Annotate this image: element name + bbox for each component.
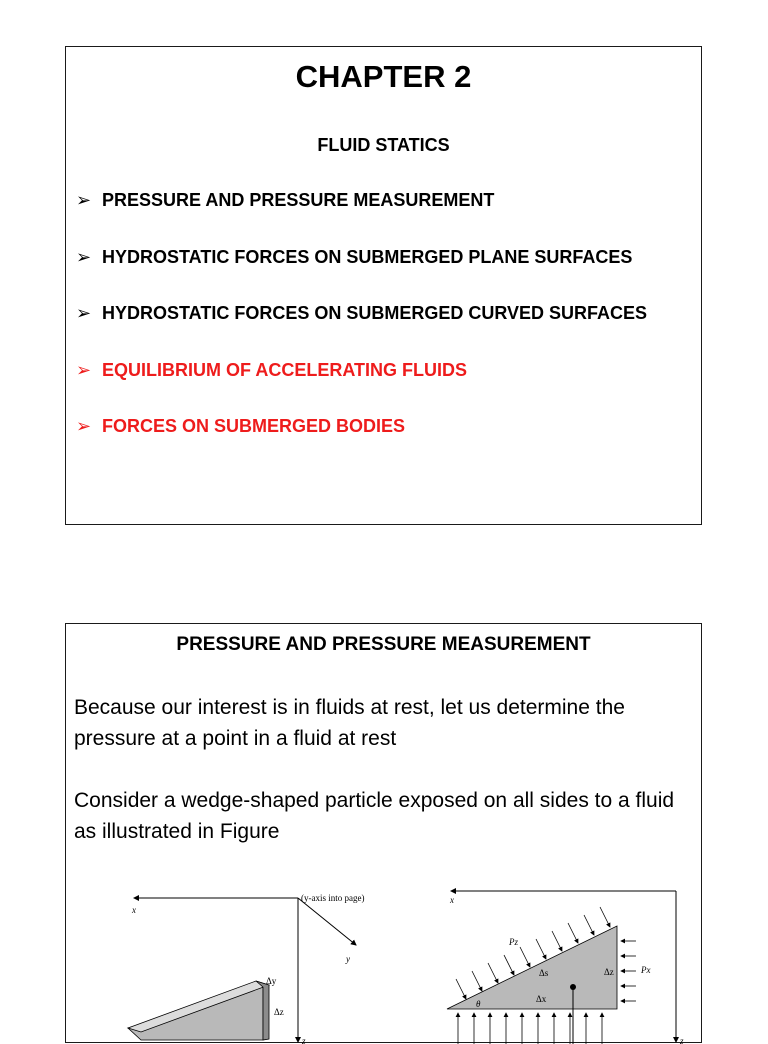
slide-chapter-title: [65, 46, 702, 525]
chapter-title: CHAPTER 2: [295, 59, 472, 94]
arrow-bullet-icon: ➢: [76, 190, 92, 210]
slide-pressure: [65, 623, 702, 1043]
label-dz: Δz: [604, 967, 614, 977]
arrow-bullet-icon: ➢: [76, 303, 92, 323]
label-dz: Δz: [274, 1007, 284, 1017]
list-item-text: PRESSURE AND PRESSURE MEASUREMENT: [102, 190, 495, 210]
label-dx: Δx: [536, 994, 547, 1004]
label-theta: θ: [476, 999, 481, 1009]
wedge-figure: [66, 879, 701, 1044]
arrow-bullet-icon: ➢: [76, 416, 92, 436]
list-item-text: HYDROSTATIC FORCES ON SUBMERGED CURVED SURFACES: [102, 303, 648, 323]
list-item: [76, 416, 405, 437]
arrow-bullet-icon: ➢: [76, 360, 92, 380]
label-px: Px: [641, 965, 651, 975]
arrow-bullet-icon: ➢: [76, 247, 92, 267]
y-axis-line: [298, 898, 356, 945]
list-item: [76, 360, 467, 381]
axis-label-z: z: [302, 1036, 306, 1044]
paragraph-2: Consider a wedge-shaped particle exposed on all sides to a fluid as illustrated in Figure: [74, 789, 675, 843]
slide-title: PRESSURE AND PRESSURE MEASUREMENT: [176, 634, 591, 655]
axis-note: (y-axis into page): [301, 893, 365, 903]
axis-label-x: x: [450, 895, 454, 905]
list-item-text: EQUILIBRIUM OF ACCELERATING FLUIDS: [102, 360, 467, 380]
list-item-text: HYDROSTATIC FORCES ON SUBMERGED PLANE SURFACES: [102, 247, 633, 267]
list-item-text: FORCES ON SUBMERGED BODIES: [102, 416, 406, 436]
label-pz: Pz: [509, 937, 518, 947]
wedge-force-diagram: [447, 891, 684, 1044]
list-item: [76, 190, 494, 211]
paragraph-1: Because our interest is in fluids at rest, let us determine the pressure at a point in a fluid at rest: [74, 696, 625, 750]
axis-label-x: x: [132, 905, 136, 915]
label-dy: Δy: [266, 976, 277, 986]
list-item: [76, 247, 632, 268]
wedge-3d-diagram: [128, 893, 364, 1044]
chapter-subtitle: FLUID STATICS: [317, 135, 450, 155]
axis-label-z: z: [680, 1036, 684, 1044]
axis-label-y: y: [346, 954, 350, 964]
label-ds: Δs: [539, 968, 549, 978]
list-item: [76, 303, 647, 324]
